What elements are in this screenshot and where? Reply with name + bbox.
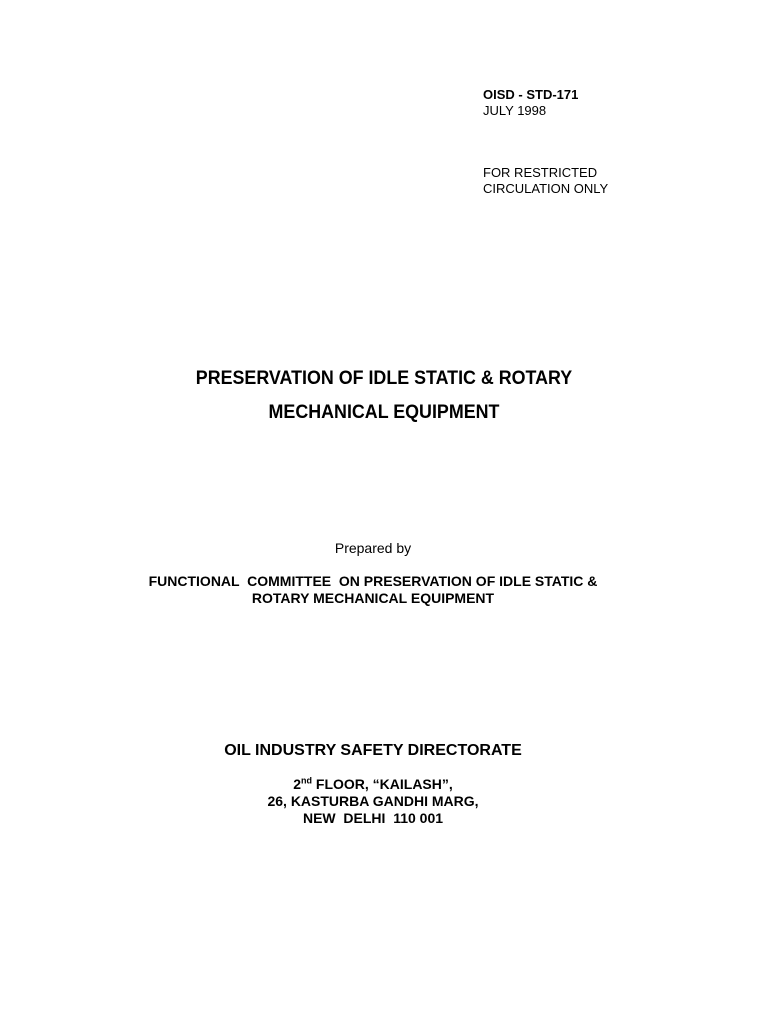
organization-name: OIL INDUSTRY SAFETY DIRECTORATE (224, 742, 522, 759)
document-header (483, 87, 578, 119)
committee-line-2: ROTARY MECHANICAL EQUIPMENT (251, 590, 495, 606)
title-line-2: MECHANICAL EQUIPMENT (268, 402, 500, 423)
title-line-1: PRESERVATION OF IDLE STATIC & ROTARY (195, 368, 573, 389)
document-title (23, 362, 745, 430)
document-code: OISD - STD-171 (483, 87, 579, 102)
address-floor-rest: FLOOR, “KAILASH”, (312, 776, 453, 792)
prepared-by-label: Prepared by (334, 540, 412, 556)
organization-address (0, 776, 746, 827)
committee-name (0, 573, 746, 607)
address-floor-number: 2 (293, 776, 301, 792)
restriction-notice (483, 165, 608, 197)
address-line-1 (0, 776, 746, 793)
document-date: JULY 1998 (483, 103, 547, 118)
restriction-line-1: FOR RESTRICTED (483, 165, 598, 180)
committee-line-1: FUNCTIONAL COMMITTEE ON PRESERVATION OF IDLE STATIC & (148, 573, 598, 589)
address-line-3: NEW DELHI 110 001 (302, 810, 444, 826)
address-line-2: 26, KASTURBA GANDHI MARG, (267, 793, 479, 809)
restriction-line-2: CIRCULATION ONLY (483, 181, 609, 196)
address-floor-suffix: nd (301, 775, 312, 786)
